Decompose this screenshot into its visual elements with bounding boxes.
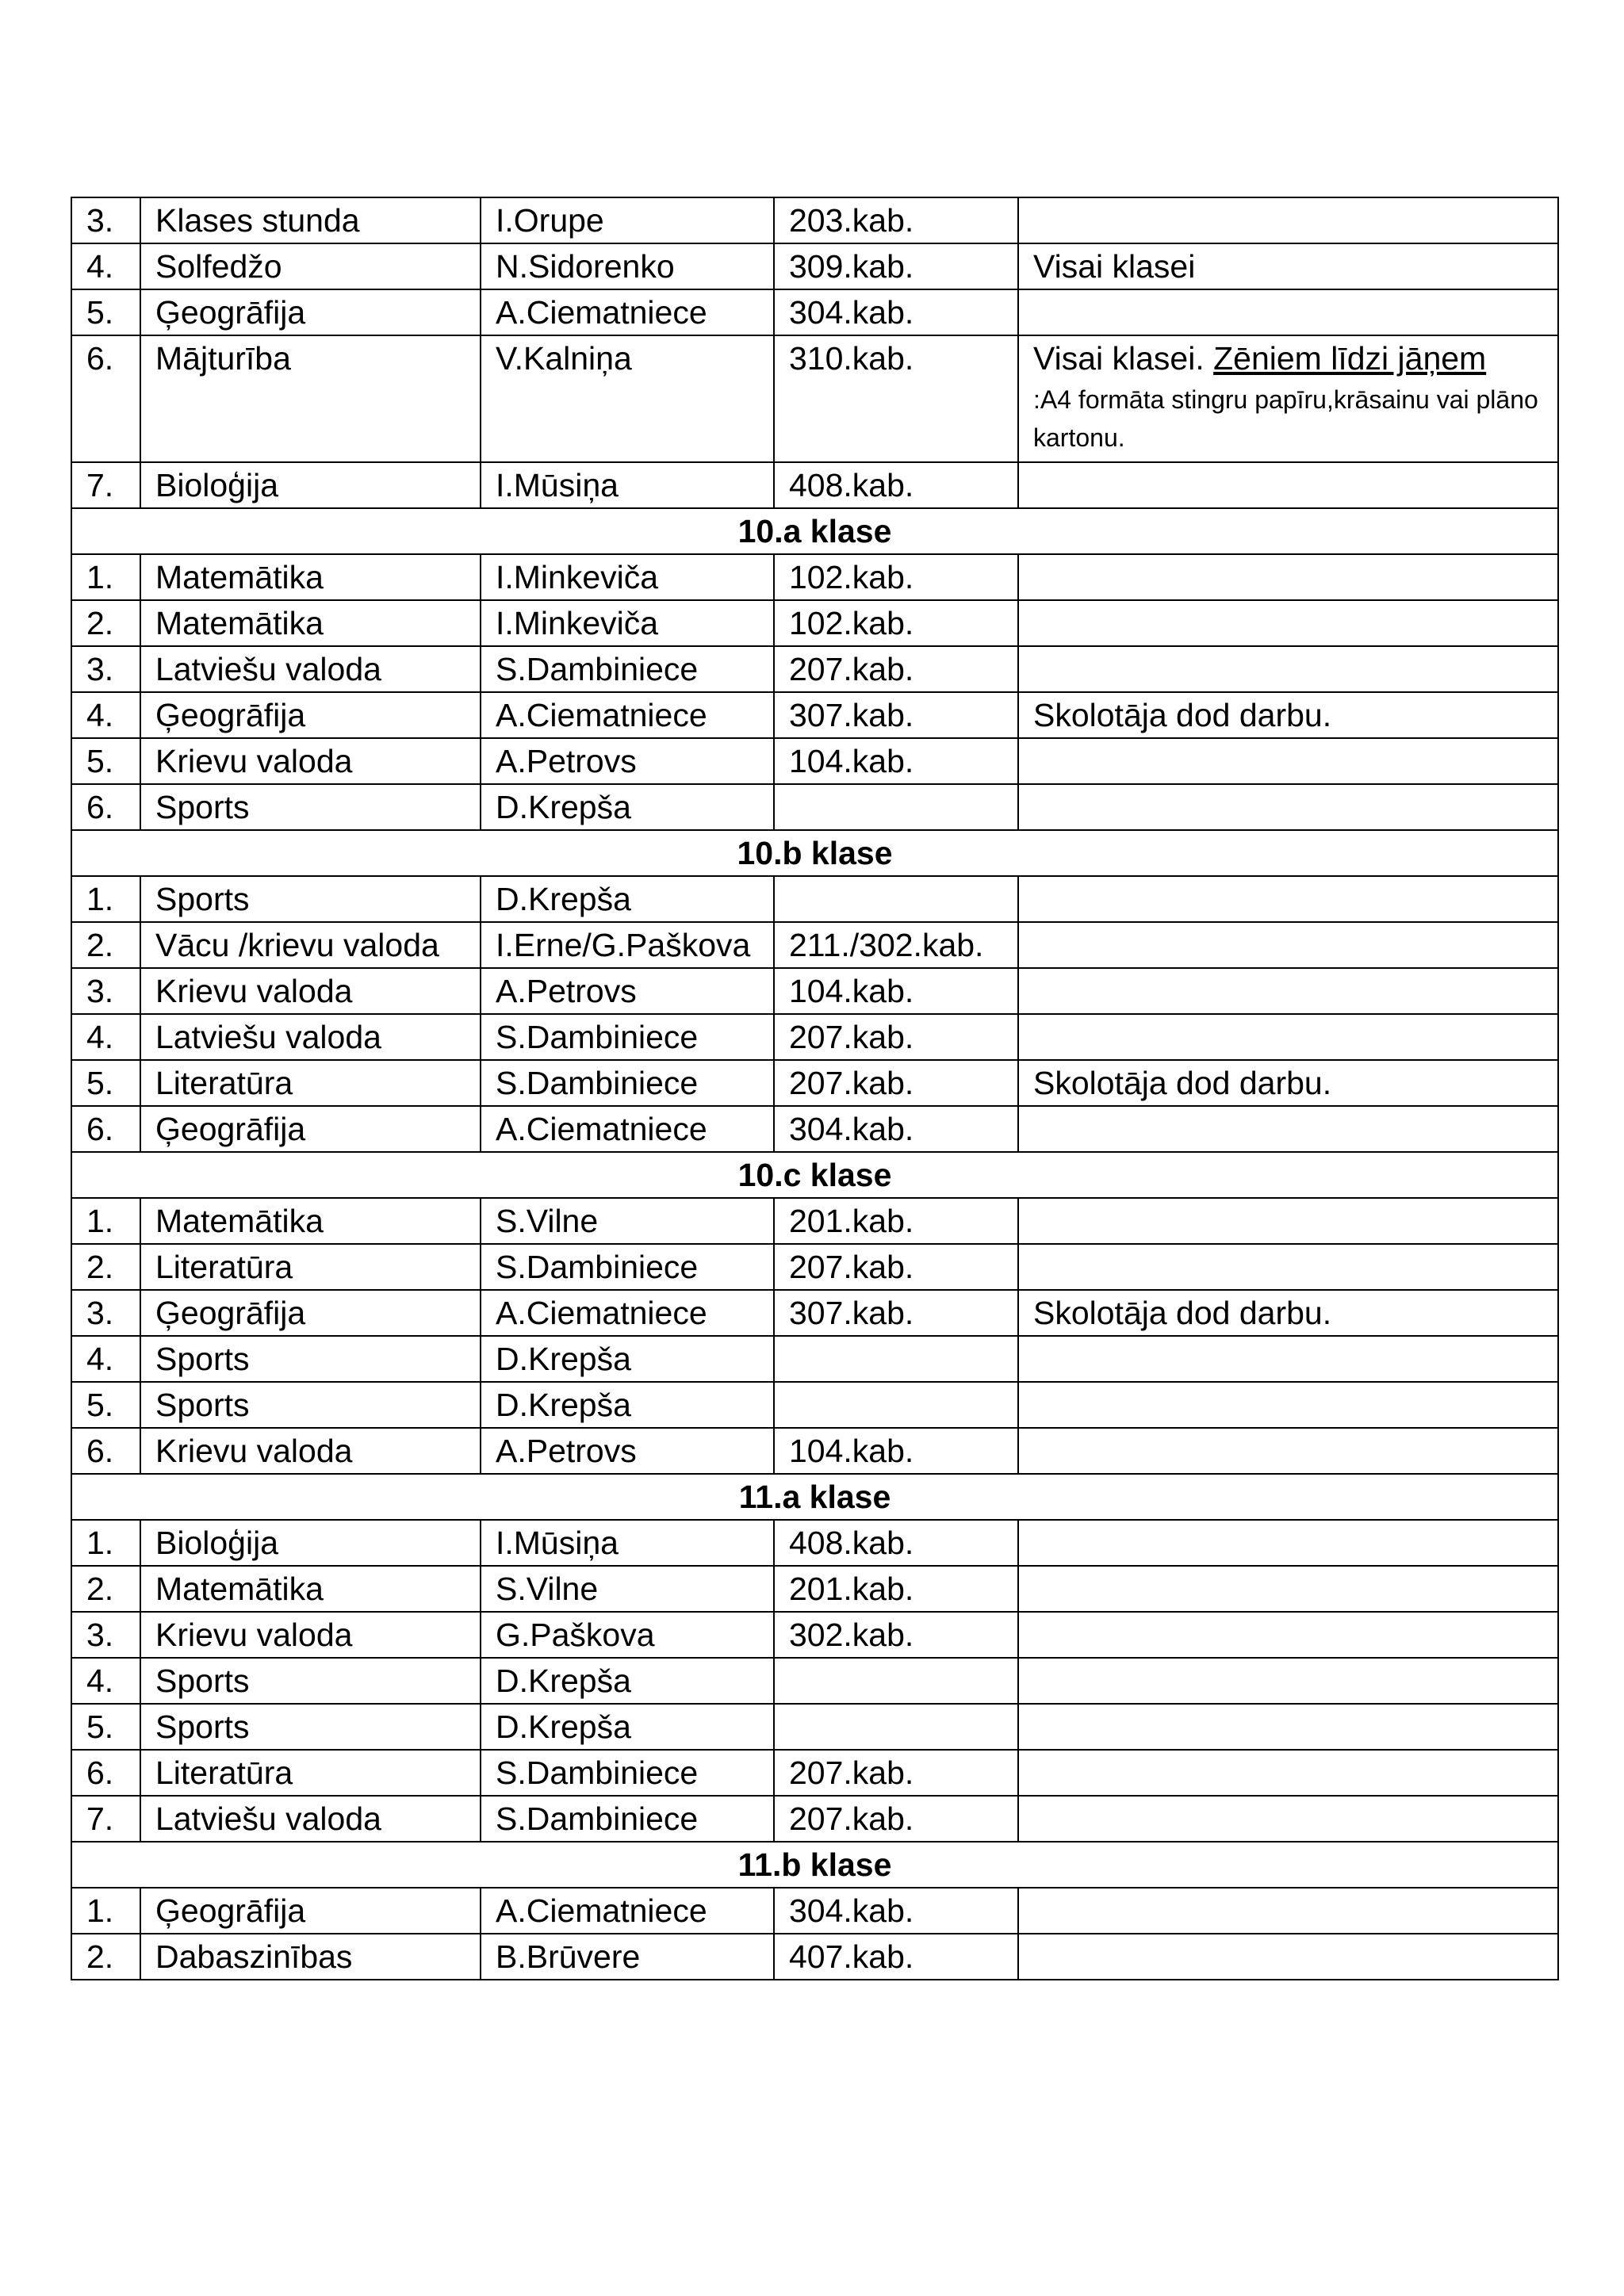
teacher-cell: D.Krepša: [481, 876, 774, 922]
note-cell: [1018, 1658, 1558, 1704]
room-cell: 201.kab.: [774, 1566, 1018, 1612]
lesson-number: 6.: [71, 1750, 140, 1796]
teacher-cell: D.Krepša: [481, 784, 774, 830]
note-cell: [1018, 554, 1558, 600]
teacher-cell: A.Ciematniece: [481, 289, 774, 335]
note-prefix: Visai klasei.: [1033, 340, 1214, 377]
note-cell: [1018, 1888, 1558, 1934]
room-cell: 304.kab.: [774, 1106, 1018, 1152]
note-cell: [1018, 738, 1558, 784]
room-cell: 307.kab.: [774, 1290, 1018, 1336]
lesson-number: 2.: [71, 922, 140, 968]
class-header-row: [71, 1152, 1558, 1198]
class-header: 11.a klase: [71, 1474, 1558, 1520]
note-cell: [1018, 1566, 1558, 1612]
class-header-row: [71, 508, 1558, 554]
table-row: [71, 1428, 1558, 1474]
class-header: 10.a klase: [71, 508, 1558, 554]
teacher-cell: S.Dambiniece: [481, 1750, 774, 1796]
note-cell: [1018, 1382, 1558, 1428]
lesson-number: 6.: [71, 784, 140, 830]
lesson-number: 5.: [71, 738, 140, 784]
teacher-cell: S.Dambiniece: [481, 1796, 774, 1842]
subject-cell: Sports: [140, 1336, 481, 1382]
note-cell: [1018, 784, 1558, 830]
table-row: [71, 784, 1558, 830]
subject-cell: Sports: [140, 876, 481, 922]
room-cell: 203.kab.: [774, 197, 1018, 243]
class-header-row: [71, 1842, 1558, 1888]
teacher-cell: A.Ciematniece: [481, 1290, 774, 1336]
note-cell: [1018, 1244, 1558, 1290]
note-cell: [1018, 1934, 1558, 1980]
table-row: [71, 1198, 1558, 1244]
room-cell: 102.kab.: [774, 554, 1018, 600]
lesson-number: 6.: [71, 1106, 140, 1152]
class-header-row: [71, 830, 1558, 876]
table-row: [71, 1060, 1558, 1106]
teacher-cell: S.Dambiniece: [481, 1060, 774, 1106]
room-cell: 304.kab.: [774, 289, 1018, 335]
room-cell: 207.kab.: [774, 1244, 1018, 1290]
subject-cell: Literatūra: [140, 1750, 481, 1796]
subject-cell: Ģeogrāfija: [140, 692, 481, 738]
note-cell: [1018, 1198, 1558, 1244]
table-row: [71, 1704, 1558, 1750]
note-cell: [1018, 876, 1558, 922]
room-cell: [774, 1382, 1018, 1428]
lesson-number: 1.: [71, 554, 140, 600]
table-row: [71, 554, 1558, 600]
lesson-number: 1.: [71, 1198, 140, 1244]
table-row: [71, 462, 1558, 508]
table-row: [71, 968, 1558, 1014]
note-cell: [1018, 646, 1558, 692]
subject-cell: Sports: [140, 1658, 481, 1704]
subject-cell: Latviešu valoda: [140, 1796, 481, 1842]
teacher-cell: V.Kalniņa: [481, 335, 774, 462]
note-cell: Visai klasei: [1018, 243, 1558, 289]
room-cell: 310.kab.: [774, 335, 1018, 462]
subject-cell: Literatūra: [140, 1244, 481, 1290]
room-cell: 207.kab.: [774, 1060, 1018, 1106]
note-cell: [1018, 1750, 1558, 1796]
subject-cell: Sports: [140, 1704, 481, 1750]
room-cell: 302.kab.: [774, 1612, 1018, 1658]
subject-cell: Ģeogrāfija: [140, 1106, 481, 1152]
teacher-cell: S.Dambiniece: [481, 1014, 774, 1060]
lesson-number: 7.: [71, 1796, 140, 1842]
subject-cell: Vācu /krievu valoda: [140, 922, 481, 968]
table-row: [71, 1612, 1558, 1658]
teacher-cell: D.Krepša: [481, 1704, 774, 1750]
table-row: [71, 1290, 1558, 1336]
teacher-cell: G.Paškova: [481, 1612, 774, 1658]
note-underlined: Zēniem līdzi jāņem: [1213, 340, 1487, 377]
teacher-cell: B.Brūvere: [481, 1934, 774, 1980]
room-cell: 309.kab.: [774, 243, 1018, 289]
teacher-cell: D.Krepša: [481, 1382, 774, 1428]
teacher-cell: A.Ciematniece: [481, 1106, 774, 1152]
subject-cell: Klases stunda: [140, 197, 481, 243]
teacher-cell: N.Sidorenko: [481, 243, 774, 289]
lesson-number: 1.: [71, 1520, 140, 1566]
subject-cell: Ģeogrāfija: [140, 1290, 481, 1336]
table-row: [71, 1658, 1558, 1704]
lesson-number: 5.: [71, 289, 140, 335]
subject-cell: Matemātika: [140, 1198, 481, 1244]
lesson-number: 3.: [71, 646, 140, 692]
teacher-cell: A.Petrovs: [481, 968, 774, 1014]
teacher-cell: A.Petrovs: [481, 1428, 774, 1474]
lesson-number: 2.: [71, 1244, 140, 1290]
room-cell: [774, 784, 1018, 830]
table-row: [71, 646, 1558, 692]
subject-cell: Mājturība: [140, 335, 481, 462]
table-row: [71, 1244, 1558, 1290]
table-row: [71, 692, 1558, 738]
teacher-cell: S.Vilne: [481, 1198, 774, 1244]
subject-cell: Bioloģija: [140, 1520, 481, 1566]
lesson-number: 6.: [71, 335, 140, 462]
subject-cell: Matemātika: [140, 600, 481, 646]
note-cell: [1018, 1520, 1558, 1566]
note-cell: [1018, 1428, 1558, 1474]
table-row: [71, 1520, 1558, 1566]
subject-cell: Krievu valoda: [140, 738, 481, 784]
teacher-cell: I.Erne/G.Paškova: [481, 922, 774, 968]
note-cell: [1018, 922, 1558, 968]
lesson-number: 2.: [71, 1934, 140, 1980]
lesson-number: 2.: [71, 1566, 140, 1612]
note-cell: [1018, 600, 1558, 646]
teacher-cell: D.Krepša: [481, 1336, 774, 1382]
note-cell: [1018, 289, 1558, 335]
note-cell: Skolotāja dod darbu.: [1018, 1290, 1558, 1336]
schedule-table: [71, 197, 1559, 1980]
note-cell: [1018, 335, 1558, 462]
note-cell: [1018, 968, 1558, 1014]
room-cell: [774, 1704, 1018, 1750]
lesson-number: 4.: [71, 1658, 140, 1704]
lesson-number: 5.: [71, 1060, 140, 1106]
table-row: [71, 876, 1558, 922]
subject-cell: Ģeogrāfija: [140, 289, 481, 335]
note-detail: :A4 formāta stingru papīru,krāsainu vai plāno kartonu.: [1033, 385, 1538, 452]
teacher-cell: A.Ciematniece: [481, 1888, 774, 1934]
room-cell: 104.kab.: [774, 1428, 1018, 1474]
note-cell: [1018, 197, 1558, 243]
lesson-number: 6.: [71, 1428, 140, 1474]
table-row: [71, 1796, 1558, 1842]
table-row: [71, 1336, 1558, 1382]
lesson-number: 5.: [71, 1382, 140, 1428]
note-cell: [1018, 1336, 1558, 1382]
room-cell: 104.kab.: [774, 968, 1018, 1014]
subject-cell: Sports: [140, 1382, 481, 1428]
teacher-cell: D.Krepša: [481, 1658, 774, 1704]
room-cell: [774, 1658, 1018, 1704]
room-cell: 207.kab.: [774, 646, 1018, 692]
subject-cell: Literatūra: [140, 1060, 481, 1106]
teacher-cell: I.Orupe: [481, 197, 774, 243]
class-header-row: [71, 1474, 1558, 1520]
subject-cell: Matemātika: [140, 554, 481, 600]
teacher-cell: A.Petrovs: [481, 738, 774, 784]
lesson-number: 2.: [71, 600, 140, 646]
lesson-number: 4.: [71, 1336, 140, 1382]
teacher-cell: I.Mūsiņa: [481, 462, 774, 508]
table-row: [71, 335, 1558, 462]
note-cell: Skolotāja dod darbu.: [1018, 1060, 1558, 1106]
teacher-cell: A.Ciematniece: [481, 692, 774, 738]
lesson-number: 3.: [71, 968, 140, 1014]
class-header: 11.b klase: [71, 1842, 1558, 1888]
note-cell: [1018, 462, 1558, 508]
lesson-number: 4.: [71, 243, 140, 289]
room-cell: 201.kab.: [774, 1198, 1018, 1244]
room-cell: 104.kab.: [774, 738, 1018, 784]
table-row: [71, 738, 1558, 784]
subject-cell: Dabaszinības: [140, 1934, 481, 1980]
room-cell: 307.kab.: [774, 692, 1018, 738]
note-cell: Skolotāja dod darbu.: [1018, 692, 1558, 738]
table-row: [71, 1750, 1558, 1796]
teacher-cell: S.Dambiniece: [481, 646, 774, 692]
note-cell: [1018, 1704, 1558, 1750]
table-row: [71, 197, 1558, 243]
room-cell: 304.kab.: [774, 1888, 1018, 1934]
room-cell: 211./302.kab.: [774, 922, 1018, 968]
subject-cell: Bioloģija: [140, 462, 481, 508]
teacher-cell: I.Minkeviča: [481, 554, 774, 600]
note-cell: [1018, 1612, 1558, 1658]
room-cell: 207.kab.: [774, 1014, 1018, 1060]
table-row: [71, 1106, 1558, 1152]
class-header: 10.c klase: [71, 1152, 1558, 1198]
teacher-cell: I.Mūsiņa: [481, 1520, 774, 1566]
table-row: [71, 1014, 1558, 1060]
room-cell: 102.kab.: [774, 600, 1018, 646]
table-row: [71, 243, 1558, 289]
lesson-number: 3.: [71, 1290, 140, 1336]
table-row: [71, 1888, 1558, 1934]
room-cell: [774, 876, 1018, 922]
subject-cell: Latviešu valoda: [140, 646, 481, 692]
table-row: [71, 600, 1558, 646]
subject-cell: Sports: [140, 784, 481, 830]
room-cell: 407.kab.: [774, 1934, 1018, 1980]
subject-cell: Krievu valoda: [140, 1428, 481, 1474]
class-header: 10.b klase: [71, 830, 1558, 876]
teacher-cell: I.Minkeviča: [481, 600, 774, 646]
note-main-line: [1033, 336, 1557, 381]
note-cell: [1018, 1014, 1558, 1060]
lesson-number: 3.: [71, 197, 140, 243]
table-row: [71, 1382, 1558, 1428]
schedule-body: [71, 197, 1558, 1980]
table-row: [71, 1934, 1558, 1980]
table-row: [71, 289, 1558, 335]
lesson-number: 1.: [71, 876, 140, 922]
subject-cell: Ģeogrāfija: [140, 1888, 481, 1934]
subject-cell: Matemātika: [140, 1566, 481, 1612]
table-row: [71, 922, 1558, 968]
table-row: [71, 1566, 1558, 1612]
note-cell: [1018, 1796, 1558, 1842]
room-cell: 207.kab.: [774, 1750, 1018, 1796]
room-cell: 408.kab.: [774, 462, 1018, 508]
subject-cell: Krievu valoda: [140, 968, 481, 1014]
room-cell: 207.kab.: [774, 1796, 1018, 1842]
lesson-number: 1.: [71, 1888, 140, 1934]
lesson-number: 3.: [71, 1612, 140, 1658]
lesson-number: 7.: [71, 462, 140, 508]
lesson-number: 5.: [71, 1704, 140, 1750]
subject-cell: Latviešu valoda: [140, 1014, 481, 1060]
subject-cell: Krievu valoda: [140, 1612, 481, 1658]
teacher-cell: S.Dambiniece: [481, 1244, 774, 1290]
room-cell: [774, 1336, 1018, 1382]
room-cell: 408.kab.: [774, 1520, 1018, 1566]
teacher-cell: S.Vilne: [481, 1566, 774, 1612]
note-cell: [1018, 1106, 1558, 1152]
lesson-number: 4.: [71, 1014, 140, 1060]
subject-cell: Solfedžo: [140, 243, 481, 289]
lesson-number: 4.: [71, 692, 140, 738]
